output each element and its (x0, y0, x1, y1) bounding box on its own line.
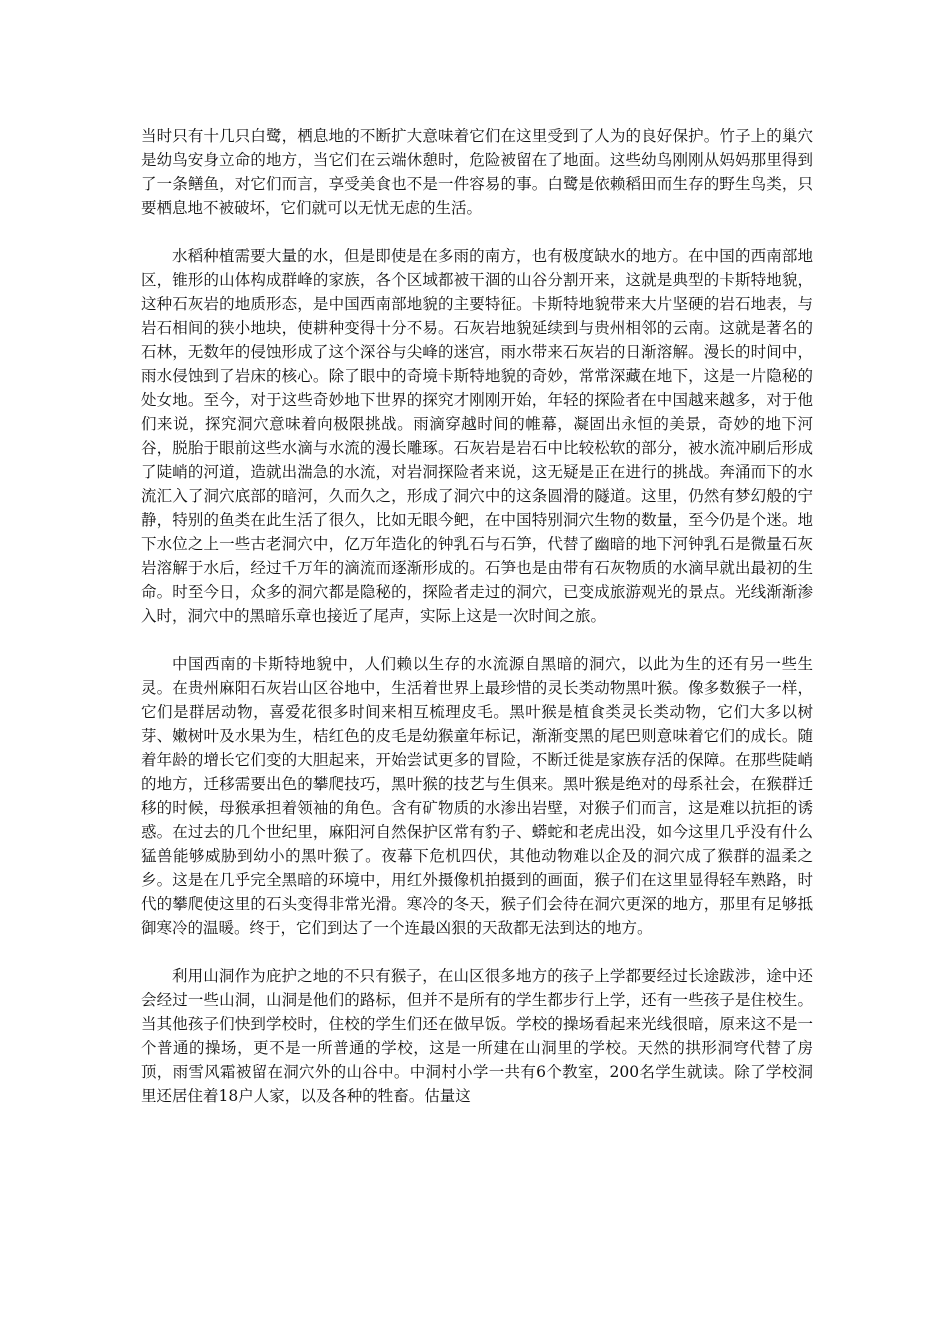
paragraph-karst-caves: 水稻种植需要大量的水，但是即使是在多雨的南方，也有极度缺水的地方。在中国的西南部地区，锥形的山体构成群峰的家族，各个区域都被干涸的山谷分割开来，这就是典型的卡斯特地貌，这种石灰岩的地质形态，是中国西南部地貌的主要特征。卡斯特地貌带来大片坚硬的岩石地表，与岩石相间的狭小地块，使耕种变得十分不易。石灰岩地貌延续到与贵州相邻的云南。这就是著名的石林，无数年的侵蚀形成了这个深谷与尖峰的迷宫，雨水带来石灰岩的日渐溶解。漫长的时间中，雨水侵蚀到了岩床的核心。除了眼中的奇境卡斯特地貌的奇妙，常常深藏在地下，这是一片隐秘的处女地。至今，对于这些奇妙地下世界的探究才刚刚开始，年轻的探险者在中国越来越多，对于他们来说，探究洞穴意味着向极限挑战。雨滴穿越时间的帷幕，凝固出永恒的美景，奇妙的地下河谷，脱胎于眼前这些水滴与水流的漫长雕琢。石灰岩是岩石中比较松软的部分，被水流冲刷后形成了陡峭的河道，造就出湍急的水流，对岩洞探险者来说，这无疑是正在进行的挑战。奔涌而下的水流汇入了洞穴底部的暗河，久而久之，形成了洞穴中的这条圆滑的隧道。这里，仍然有梦幻般的宁静，特别的鱼类在此生活了很久，比如无眼今鲃，在中国特别洞穴生物的数量，至今仍是个迷。地下水位之上一些古老洞穴中，亿万年造化的钟乳石与石笋，代替了幽暗的地下河钟乳石是微量石灰岩溶解于水后，经过千万年的滴流而逐渐形成的。石笋也是由带有石灰物质的水滴早就出最初的生命。时至今日，众多的洞穴都是隐秘的，探险者走过的洞穴，已变成旅游观光的景点。光线渐渐渗入时，洞穴中的黑暗乐章也接近了尾声，实际上这是一次时间之旅。 (141, 247, 813, 625)
document-body (141, 124, 813, 1108)
paragraph-egrets: 当时只有十几只白鹭，栖息地的不断扩大意味着它们在这里受到了人为的良好保护。竹子上的巢穴是幼鸟安身立命的地方，当它们在云端休憩时，危险被留在了地面。这些幼鸟刚刚从妈妈那里得到了一条鳝鱼，对它们而言，享受美食也不是一件容易的事。白鹭是依赖稻田而生存的野生鸟类，只要栖息地不被破坏，它们就可以无忧无虑的生活。 (141, 127, 813, 217)
paragraph-cave-school: 利用山洞作为庇护之地的不只有猴子，在山区很多地方的孩子上学都要经过长途跋涉，途中还会经过一些山洞，山洞是他们的路标，但并不是所有的学生都步行上学，还有一些孩子是住校生。当其他孩子们快到学校时，住校的学生们还在做早饭。学校的操场看起来光线很暗，原来这不是一个普通的操场，更不是一所普通的学校，这是一所建在山洞里的学校。天然的拱形洞穹代替了房顶，雨雪风霜被留在洞穴外的山谷中。中洞村小学一共有6个教室，200名学生就读。除了学校洞里还居住着18户人家，以及各种的牲畜。估量这 (141, 967, 813, 1105)
paragraph-black-leaf-monkeys: 中国西南的卡斯特地貌中，人们赖以生存的水流源自黑暗的洞穴，以此为生的还有另一些生灵。在贵州麻阳石灰岩山区谷地中，生活着世界上最珍惜的灵长类动物黑叶猴。像多数猴子一样，它们是群居动物，喜爱花很多时间来相互梳理皮毛。黑叶猴是植食类灵长类动物，它们大多以树芽、嫩树叶及水果为生，桔红色的皮毛是幼猴童年标记，渐渐变黑的尾巴则意味着它们的成长。随着年龄的增长它们变的大胆起来，开始尝试更多的冒险，不断迁徙是家族存活的保障。在那些陡峭的地方，迁移需要出色的攀爬技巧，黑叶猴的技艺与生俱来。黑叶猴是绝对的母系社会，在猴群迁移的时候，母猴承担着领袖的角色。含有矿物质的水渗出岩壁，对猴子们而言，这是难以抗拒的诱惑。在过去的几个世纪里，麻阳河自然保护区常有豹子、蟒蛇和老虎出没，如今这里几乎没有什么猛兽能够威胁到幼小的黑叶猴了。夜幕下危机四伏，其他动物难以企及的洞穴成了猴群的温柔之乡。这是在几乎完全黑暗的环境中，用红外摄像机拍摄到的画面，猴子们在这里显得轻车熟路，时代的攀爬使这里的石头变得非常光滑。寒冷的冬天，猴子们会待在洞穴更深的地方，那里有足够抵御寒冷的温暖。终于，它们到达了一个连最凶狠的天敌都无法到达的地方。 (141, 655, 813, 937)
